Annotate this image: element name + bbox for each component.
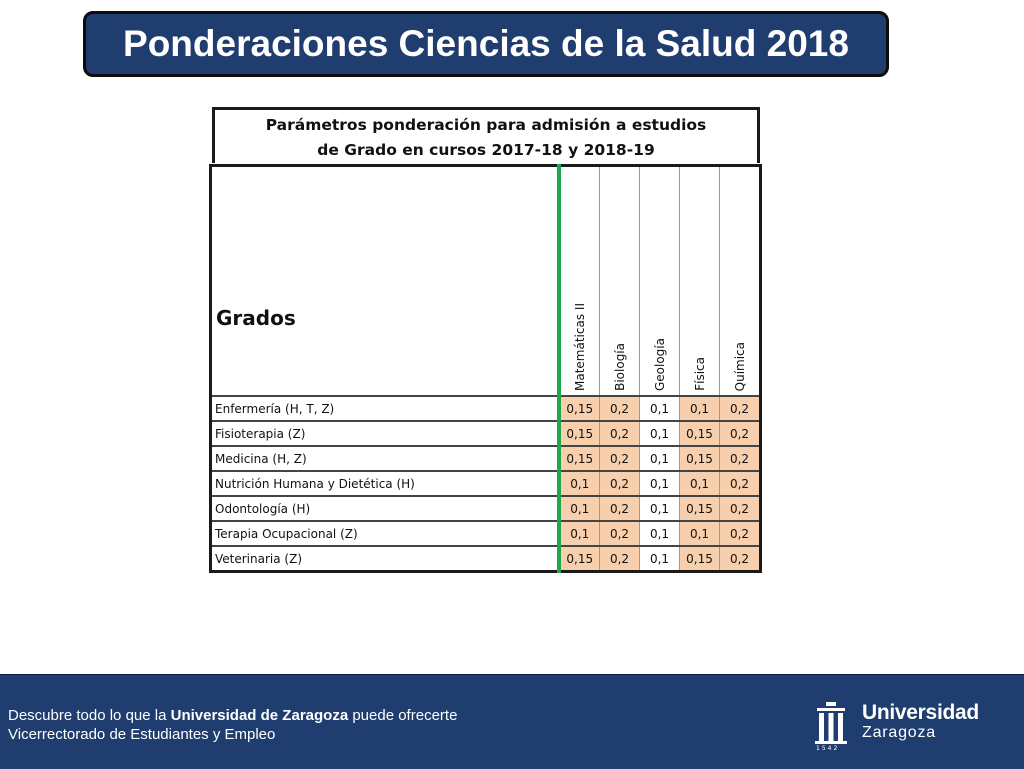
weight-cell: 0,15	[559, 446, 600, 471]
footer-bar	[0, 674, 1024, 769]
weight-cell: 0,1	[680, 396, 720, 421]
weight-cell: 0,1	[640, 496, 680, 521]
weight-cell: 0,1	[640, 471, 680, 496]
weight-cell: 0,1	[640, 396, 680, 421]
column-header-label: Matemáticas II	[572, 303, 587, 391]
table-heading-line1: Parámetros ponderación para admisión a estudios	[265, 116, 707, 134]
weight-cell: 0,1	[640, 546, 680, 572]
table-heading-line2: de Grado en cursos 2017-18 y 2018-19	[317, 141, 655, 159]
footer-line1	[8, 706, 457, 725]
logo-word-zaragoza: Zaragoza	[862, 724, 936, 741]
weight-cell: 0,2	[600, 446, 640, 471]
grado-name: Medicina (H, Z)	[211, 446, 559, 471]
weight-cell: 0,15	[680, 546, 720, 572]
weight-cell: 0,2	[720, 446, 761, 471]
weight-cell: 0,2	[600, 496, 640, 521]
ponderaciones-grid	[209, 164, 762, 573]
table-row	[211, 396, 761, 421]
university-logo[interactable]	[814, 701, 994, 753]
table-row	[211, 471, 761, 496]
weight-cell: 0,15	[680, 446, 720, 471]
column-header-row	[211, 166, 761, 397]
table-row	[211, 421, 761, 446]
column-header	[559, 166, 600, 397]
column-header-label: Geología	[652, 337, 667, 391]
weight-cell: 0,1	[640, 446, 680, 471]
weight-cell: 0,2	[600, 421, 640, 446]
table-row	[211, 521, 761, 546]
table-row	[211, 496, 761, 521]
footer-line1-bold: Universidad de Zaragoza	[170, 707, 349, 724]
weight-cell: 0,2	[720, 496, 761, 521]
column-header	[640, 166, 680, 397]
weight-cell: 0,15	[559, 396, 600, 421]
column-header-label: Química	[732, 341, 747, 391]
grado-name: Enfermería (H, T, Z)	[211, 396, 559, 421]
footer-line1-pre: Descubre todo lo que la	[8, 707, 171, 724]
grados-label: Grados	[216, 306, 296, 330]
table-heading	[212, 107, 760, 163]
weight-cell: 0,2	[720, 396, 761, 421]
weight-cell: 0,1	[559, 496, 600, 521]
column-header	[600, 166, 640, 397]
weight-cell: 0,1	[559, 521, 600, 546]
footer-line2: Vicerrectorado de Estudiantes y Empleo	[8, 726, 276, 743]
grado-name: Veterinaria (Z)	[211, 546, 559, 572]
column-header	[680, 166, 720, 397]
table-row	[211, 546, 761, 572]
weight-cell: 0,1	[640, 421, 680, 446]
weight-cell: 0,15	[680, 496, 720, 521]
column-header-label: Física	[692, 357, 707, 391]
weight-cell: 0,2	[720, 471, 761, 496]
weight-cell: 0,2	[600, 396, 640, 421]
weight-cell: 0,2	[600, 546, 640, 572]
grado-name: Odontología (H)	[211, 496, 559, 521]
column-header-label: Biología	[612, 343, 627, 391]
grado-name: Fisioterapia (Z)	[211, 421, 559, 446]
weight-cell: 0,1	[559, 471, 600, 496]
column-header	[720, 166, 761, 397]
ponderaciones-table	[209, 107, 762, 578]
weight-cell: 0,1	[640, 521, 680, 546]
grado-name: Terapia Ocupacional (Z)	[211, 521, 559, 546]
footer-line1-post: puede ofrecerte	[348, 707, 458, 724]
weight-cell: 0,15	[680, 421, 720, 446]
grados-header-cell	[211, 166, 559, 397]
weight-cell: 0,2	[720, 421, 761, 446]
weight-cell: 0,15	[559, 546, 600, 572]
footer-text	[8, 706, 457, 744]
weight-cell: 0,15	[559, 421, 600, 446]
weight-cell: 0,1	[680, 521, 720, 546]
grado-name: Nutrición Humana y Dietética (H)	[211, 471, 559, 496]
weight-cell: 0,1	[680, 471, 720, 496]
table-row	[211, 446, 761, 471]
page-title: Ponderaciones Ciencias de la Salud 2018	[83, 11, 889, 77]
university-crest-icon	[814, 701, 848, 751]
weight-cell: 0,2	[720, 546, 761, 572]
weight-cell: 0,2	[600, 521, 640, 546]
logo-year: 1542	[816, 745, 840, 752]
weight-cell: 0,2	[600, 471, 640, 496]
logo-word-universidad: Universidad	[862, 701, 979, 724]
weight-cell: 0,2	[720, 521, 761, 546]
